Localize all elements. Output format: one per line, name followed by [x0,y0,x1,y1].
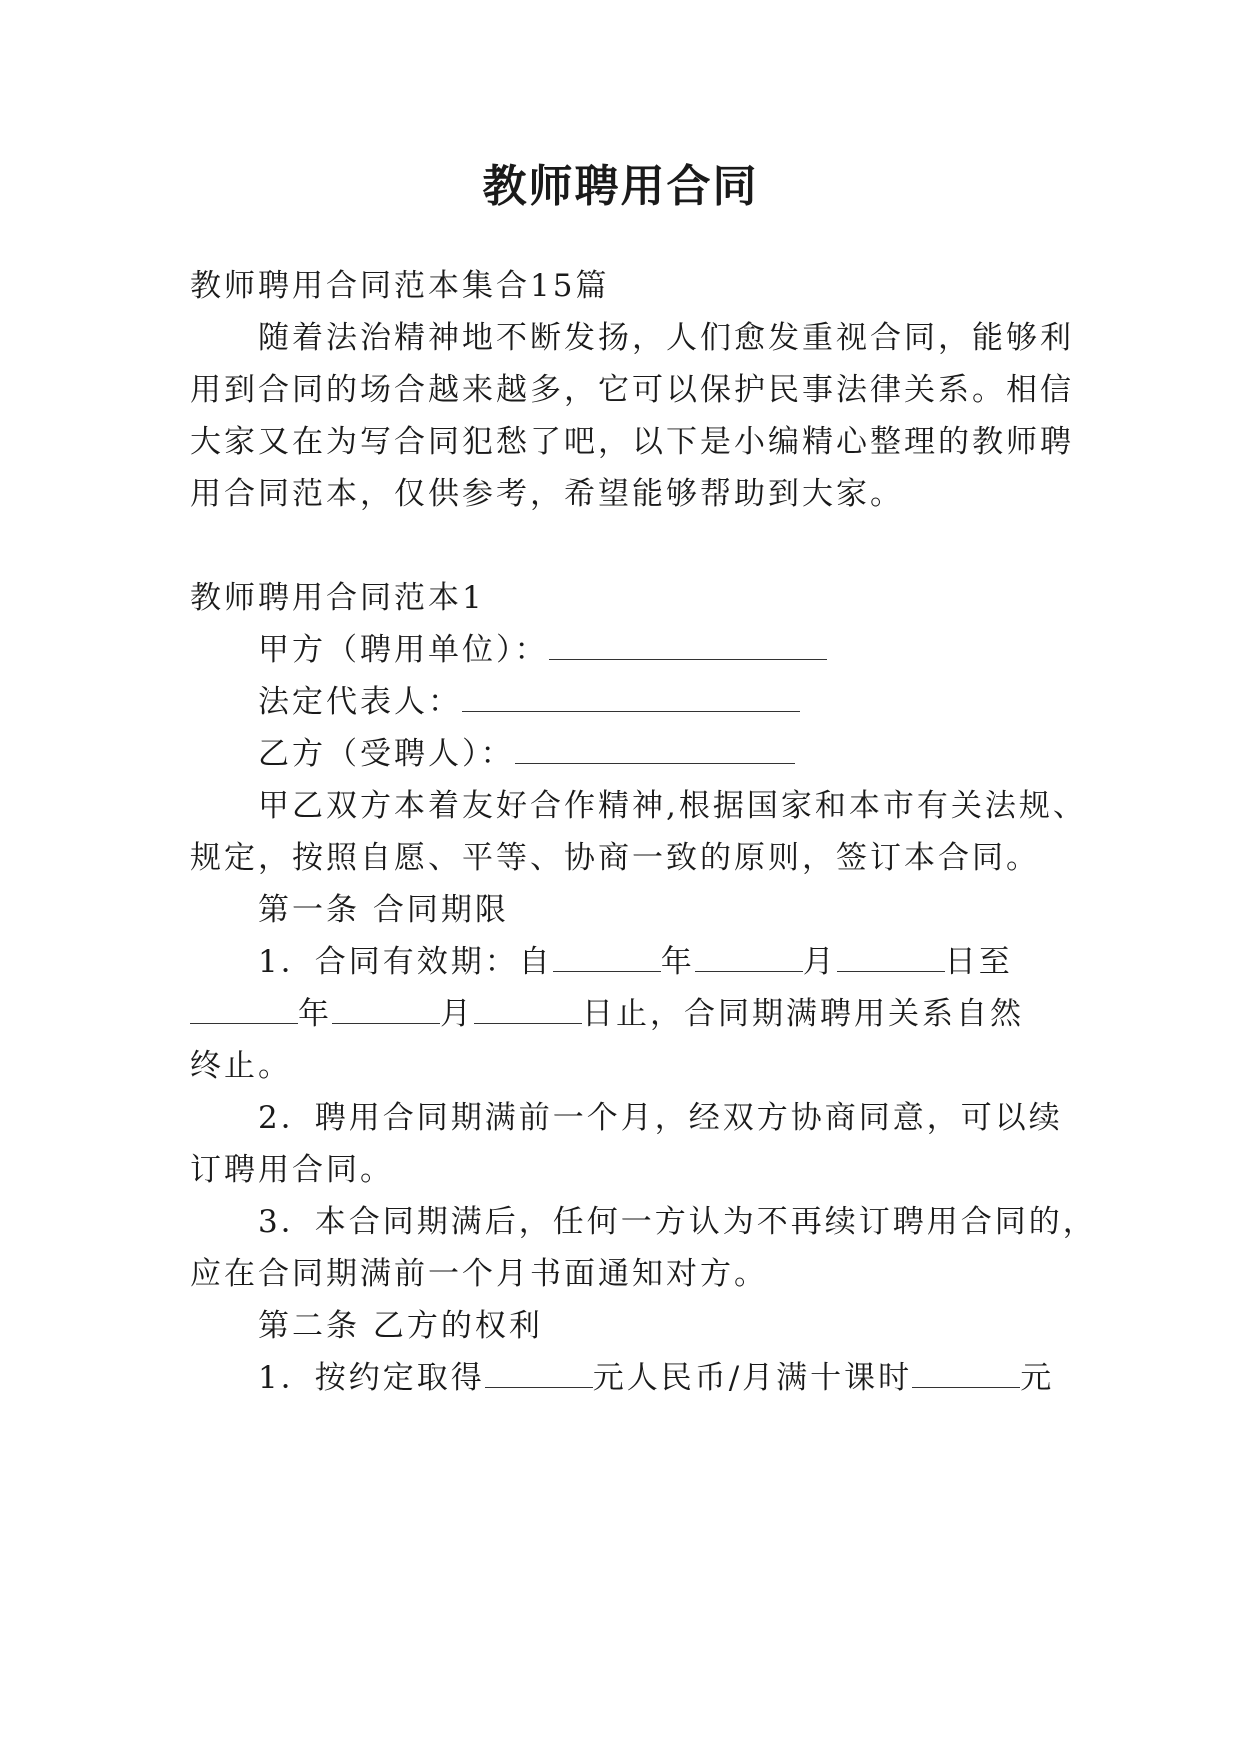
end-day-blank [474,995,582,1024]
start-month-blank [695,943,803,972]
subtitle: 教师聘用合同范本集合15篇 [190,268,610,304]
party-b-label: 乙方（受聘人）： [258,736,515,772]
salary-prefix: 1．按约定取得 [258,1360,485,1396]
party-a-blank [549,631,827,660]
intro-line-2: 用到合同的场合越来越多，它可以保护民事法律关系。相信 [190,372,1074,408]
end-year-blank [190,995,298,1024]
party-a-line [258,630,1138,670]
month-label: 月 [802,944,837,980]
salary-mid: 元人民币/月满十课时 [592,1360,913,1396]
legal-rep-blank [462,683,800,712]
party-b-line [258,734,1138,774]
preamble-line-2: 规定，按照自愿、平等、协商一致的原则，签订本合同。 [190,840,1040,876]
month-label-2: 月 [440,996,474,1032]
term-start-prefix: 1．合同有效期：自 [258,944,553,980]
intro-line-4: 用合同范本，仅供参考，希望能够帮助到大家。 [190,476,904,512]
article-2-item-1-line-1 [258,1358,1138,1398]
end-month-blank [332,995,440,1024]
legal-rep-line [258,682,1138,722]
document-title: 教师聘用合同 [482,161,759,212]
preamble-line-1: 甲乙双方本着友好合作精神,根据国家和本市有关法规、 [258,788,1087,824]
article-2-heading: 第二条 乙方的权利 [258,1308,543,1344]
salary-suffix: 元 [1020,1360,1055,1396]
start-day-blank [837,943,945,972]
article-1-item-1-line-2 [190,994,1070,1034]
salary-month-blank [485,1359,593,1388]
article-1-heading: 第一条 合同期限 [258,892,509,928]
party-b-blank [515,735,795,764]
party-a-label: 甲方（聘用单位）： [258,632,549,668]
sample-heading: 教师聘用合同范本1 [190,580,485,616]
day-end-label: 日止，合同期满聘用关系自然 [582,996,1024,1032]
article-1-item-1-line-1 [258,942,1138,982]
article-1-item-2-line-1: 2．聘用合同期满前一个月，经双方协商同意，可以续 [258,1100,1063,1136]
intro-line-3: 大家又在为写合同犯愁了吧，以下是小编精心整理的教师聘 [190,424,1074,460]
salary-hours-blank [912,1359,1020,1388]
article-1-item-1-line-3: 终止。 [190,1048,292,1084]
article-1-item-3-line-1: 3．本合同期满后，任何一方认为不再续订聘用合同的， [258,1204,1097,1240]
article-1-item-2-line-2: 订聘用合同。 [190,1152,394,1188]
article-1-item-3-line-2: 应在合同期满前一个月书面通知对方。 [190,1256,768,1292]
year-label: 年 [660,944,695,980]
legal-rep-label: 法定代表人： [258,684,462,720]
start-year-blank [553,943,661,972]
day-to-label: 日至 [944,944,1013,980]
intro-line-1: 随着法治精神地不断发扬，人们愈发重视合同，能够利 [258,320,1074,356]
year-label-2: 年 [298,996,332,1032]
